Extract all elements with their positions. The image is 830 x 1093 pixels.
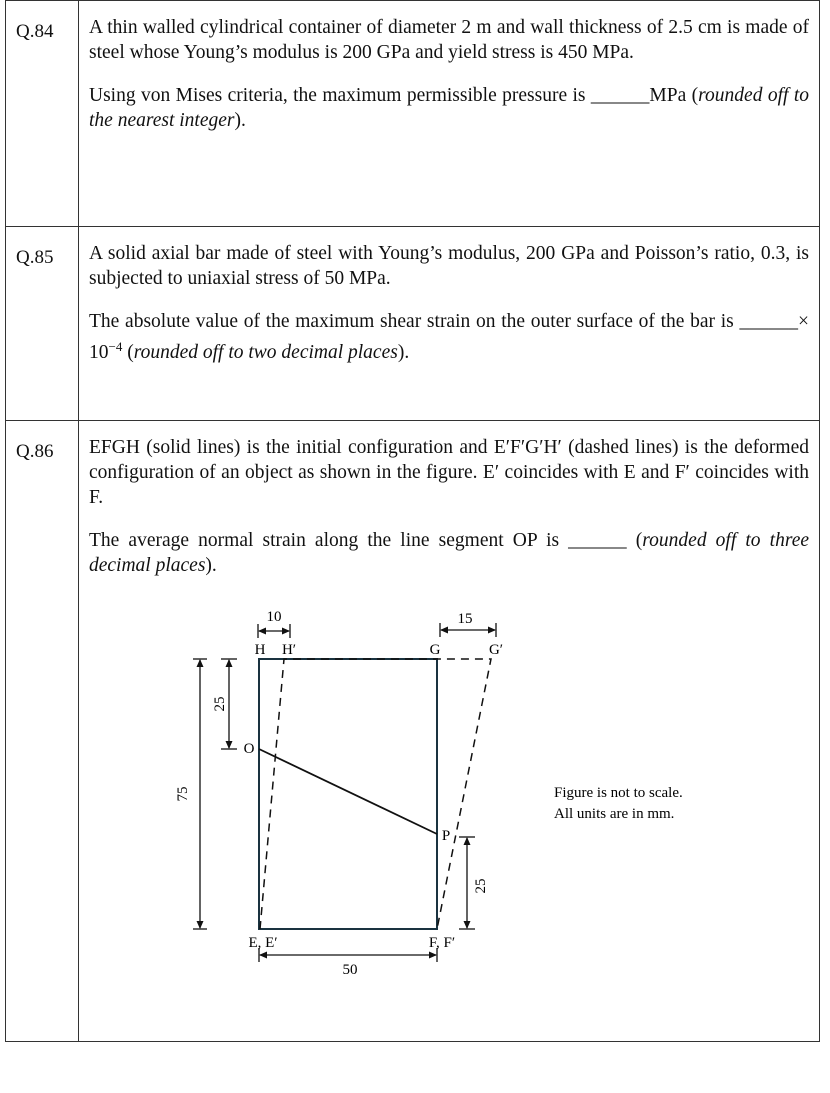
question-body [79,421,820,1042]
dimension-label: 25 [212,696,228,712]
question-number: Q.86 [6,421,79,1042]
question-number: Q.84 [6,1,79,227]
question-prompt: The absolute value of the maximum shear strain on the outer surface of the bar is ______× $10^{-4}$ (rounded off to two decimal places). [89,311,809,363]
point-label-o: O [243,741,255,757]
point-label-g: G [429,642,441,658]
question-row [6,1,820,227]
dimension-label: 25 [473,878,489,894]
question-row [6,227,820,421]
questions-table [5,0,820,1042]
point-label-h: H [254,642,266,658]
segment-op [259,749,437,834]
figure-note: Figure is not to scale. [554,785,683,801]
question-number: Q.85 [6,227,79,421]
initial-configuration-rect [259,659,437,929]
question-row [6,421,820,1042]
deformed-configuration [260,659,491,929]
point-label-h-prime: H′ [281,642,297,658]
dimension-label: 75 [175,786,191,802]
question-prompt: Using von Mises criteria, the maximum permissible pressure is ______MPa (rounded off to the nearest integer). [89,85,810,131]
point-label-e: E, E′ [248,935,278,951]
question-statement: A solid axial bar made of steel with Young’s modulus, 200 GPa and Poisson’s ratio, 0.3, is subjected to uniaxial stress of 50 MPa. [89,243,809,289]
deformation-figure [89,596,809,996]
dimension-label: 10 [266,609,282,625]
point-label-g-prime: G′ [488,642,504,658]
dimension-label: 50 [342,962,358,978]
point-label-p: P [441,828,451,844]
dimension-label: 15 [457,611,473,627]
question-body [79,227,820,421]
question-prompt: The average normal strain along the line segment OP is ______ (rounded off to three decimal places). [89,530,809,576]
question-body [79,1,820,227]
figure-note: All units are in mm. [554,806,675,822]
question-statement: EFGH (solid lines) is the initial configuration and E′F′G′H′ (dashed lines) is the deformed configuration of an object as shown in the figure. E′ coincides with E and F′ coincides with F. [89,437,809,508]
deformation-diagram [89,596,809,996]
question-statement: A thin walled cylindrical container of diameter 2 m and wall thickness of 2.5 cm is made of steel whose Young’s modulus is 200 GPa and yield stress is 450 MPa. [89,17,809,63]
point-label-f: F, F′ [428,935,456,951]
